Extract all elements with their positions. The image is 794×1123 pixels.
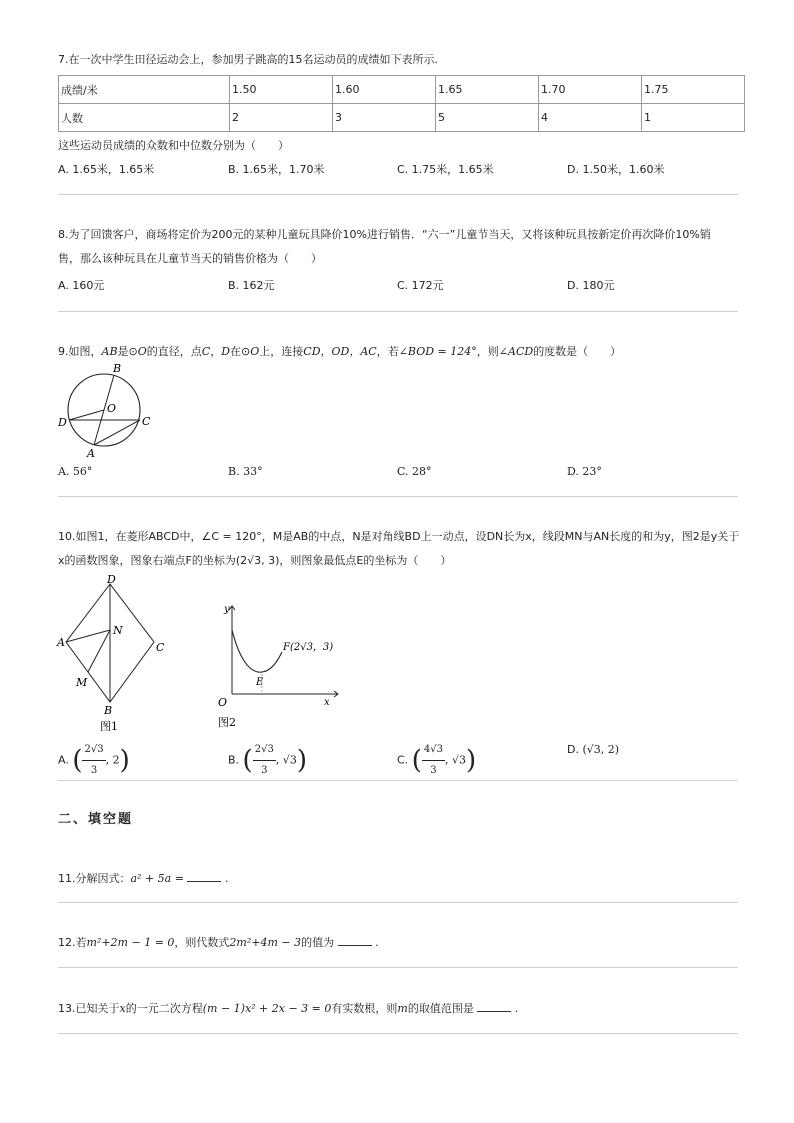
math: m	[397, 1002, 408, 1015]
question-13	[58, 997, 738, 1021]
table-row	[59, 76, 745, 104]
option-a[interactable]: A. 56°	[58, 465, 93, 478]
divider	[58, 1033, 738, 1034]
question-11	[58, 867, 738, 891]
math: ∠ACD	[498, 345, 534, 358]
question-10	[58, 525, 738, 573]
text: ，若	[376, 345, 399, 358]
divider	[58, 780, 738, 781]
text: 的直径，点	[146, 345, 202, 358]
math: D	[221, 345, 231, 358]
math: a² + 5a =	[130, 872, 188, 885]
option-b[interactable]: B. 162元	[228, 279, 275, 292]
math: m²+2m − 1 = 0	[86, 936, 175, 949]
point-label-a: A	[87, 447, 95, 460]
axis-label-x: x	[324, 697, 330, 708]
point-label-c: C	[142, 415, 151, 428]
answer-blank[interactable]	[477, 999, 511, 1012]
option-d[interactable]: D. 1.50米，1.60米	[567, 163, 665, 176]
point-label-m: M	[76, 676, 88, 689]
point-label-n: N	[113, 624, 123, 637]
text: 的度数是（ ）	[533, 345, 622, 358]
section-title: 二、填空题	[58, 812, 134, 827]
fraction: $\frac{4√3}{3}$	[422, 740, 445, 781]
math: CD，OD，AC	[303, 345, 377, 358]
option-tail: , √3	[275, 753, 297, 767]
text: 12.若	[58, 936, 87, 949]
question-7-question: 这些运动员成绩的众数和中位数分别为（ ）	[58, 139, 289, 152]
question-8-stem-1: 8.为了回馈客户，商场将定价为200元的某种儿童玩具降价10%进行销售．“六一”儿童节当天，又将该种玩具按新定价再次降价10%销	[58, 228, 711, 241]
text: .	[224, 872, 229, 885]
point-label-e: E	[256, 677, 264, 688]
option-a[interactable]: A. ( $\frac{2√3}{3}$ , 2)	[58, 740, 130, 781]
point-label-f: F(2√3，3)	[283, 642, 334, 653]
math: AB	[101, 345, 118, 358]
question-9-options	[58, 462, 738, 482]
question-7-prompt	[58, 134, 738, 158]
figure-caption: 图1	[100, 720, 118, 733]
question-7	[58, 48, 738, 72]
option-d[interactable]	[567, 740, 619, 760]
text: 上，连接	[259, 345, 304, 358]
divider	[58, 311, 738, 312]
text: 是⊙	[117, 345, 138, 358]
text: ，则代数式	[174, 936, 230, 949]
table-cell: 3	[333, 104, 436, 132]
option-letter: D.	[567, 743, 579, 756]
table-cell: 成绩/米	[59, 76, 230, 104]
point-label-d: D	[58, 416, 67, 429]
table-cell: 5	[436, 104, 539, 132]
text: 13.已知关于	[58, 1002, 120, 1015]
fraction: $\frac{2√3}{3}$	[82, 740, 105, 781]
option-letter: C.	[397, 753, 409, 767]
point-label-a: A	[57, 636, 65, 649]
question-9	[58, 340, 738, 364]
rhombus-figure	[56, 574, 176, 734]
question-8-stem-2: 售，那么该种玩具在儿童节当天的销售价格为（ ）	[58, 252, 322, 265]
math: O	[137, 345, 147, 358]
text: 在⊙	[230, 345, 251, 358]
text: .	[514, 1002, 519, 1015]
option-b[interactable]: B. 33°	[228, 465, 263, 478]
table-cell: 1.70	[539, 76, 642, 104]
question-10-options	[58, 733, 738, 776]
text: 的取值范围是	[407, 1002, 474, 1015]
question-12	[58, 931, 738, 955]
question-7-stem: 7.在一次中学生田径运动会上，参加男子跳高的15名运动员的成绩如下表所示.	[58, 53, 438, 66]
text: ，则	[476, 345, 499, 358]
origin-label: O	[218, 696, 228, 709]
option-letter: A.	[58, 753, 69, 767]
text: 的值为	[301, 936, 335, 949]
question-10-stem-2: x的函数图象，图象右端点F的坐标为(2√3, 3)，则图象最低点E的坐标为（ ）	[58, 554, 452, 567]
math: (m − 1)x² + 2x − 3 = 0	[202, 1002, 332, 1015]
divider	[58, 194, 738, 195]
table-row	[59, 104, 745, 132]
text: 11.分解因式：	[58, 872, 131, 885]
text: ，	[210, 345, 222, 358]
option-b[interactable]: B. 1.65米，1.70米	[228, 163, 325, 176]
table-cell: 1.75	[642, 76, 745, 104]
text: 有实数根，则	[331, 1002, 398, 1015]
point-label-o: O	[107, 402, 117, 415]
divider	[58, 967, 738, 968]
table-cell: 1.65	[436, 76, 539, 104]
table-cell: 4	[539, 104, 642, 132]
score-table	[58, 75, 745, 132]
point-label-c: C	[156, 641, 165, 654]
axis-label-y: y	[224, 604, 230, 615]
option-tail: , √3	[444, 753, 466, 767]
divider	[58, 902, 738, 903]
fraction: $\frac{2√3}{3}$	[253, 740, 276, 781]
table-cell: 1	[642, 104, 745, 132]
math: O	[250, 345, 260, 358]
table-cell: 1.50	[230, 76, 333, 104]
option-d[interactable]: D. 23°	[567, 465, 602, 478]
option-a[interactable]: A. 1.65米，1.65米	[58, 163, 155, 176]
question-7-options	[58, 160, 738, 180]
text: .	[375, 936, 379, 949]
figure-caption: 图2	[218, 716, 236, 729]
answer-blank[interactable]	[338, 933, 372, 946]
function-graph-figure	[212, 598, 362, 732]
option-c[interactable]: C. ( $\frac{4√3}{3}$ , √3)	[397, 740, 476, 781]
table-cell: 2	[230, 104, 333, 132]
divider	[58, 496, 738, 497]
option-letter: B.	[228, 753, 240, 767]
option-c[interactable]: C. 172元	[397, 279, 444, 292]
question-9-stem	[58, 340, 738, 364]
math: C	[201, 345, 211, 358]
question-10-stem-1: 10.如图1，在菱形ABCD中，∠C = 120°，M是AB的中点，N是对角线BD上一动点，设DN长为x，线段MN与AN长度的和为y，图2是y关于	[58, 530, 740, 543]
option-b[interactable]: B. ( $\frac{2√3}{3}$ , √3)	[228, 740, 307, 781]
table-cell: 人数	[59, 104, 230, 132]
option-c[interactable]: C. 28°	[397, 465, 432, 478]
question-8	[58, 223, 738, 271]
point-label-b: B	[104, 704, 113, 717]
point-label-d: D	[107, 574, 116, 586]
option-d[interactable]: D. 180元	[567, 279, 615, 292]
table-cell: 1.60	[333, 76, 436, 104]
point-label-b: B	[113, 362, 122, 375]
option-tail: , 2	[105, 753, 120, 767]
text: 9.如图，	[58, 345, 102, 358]
text: 的一元二次方程	[125, 1002, 203, 1015]
math: 2m²+4m − 3	[229, 936, 302, 949]
option-c[interactable]: C. 1.75米，1.65米	[397, 163, 494, 176]
option-text: (√3, 2)	[582, 743, 620, 756]
math: x	[119, 1002, 126, 1015]
math: ∠BOD = 124°	[398, 345, 477, 358]
circle-figure	[56, 362, 156, 462]
option-a[interactable]: A. 160元	[58, 279, 105, 292]
question-8-options	[58, 276, 738, 296]
answer-blank[interactable]	[187, 869, 221, 882]
